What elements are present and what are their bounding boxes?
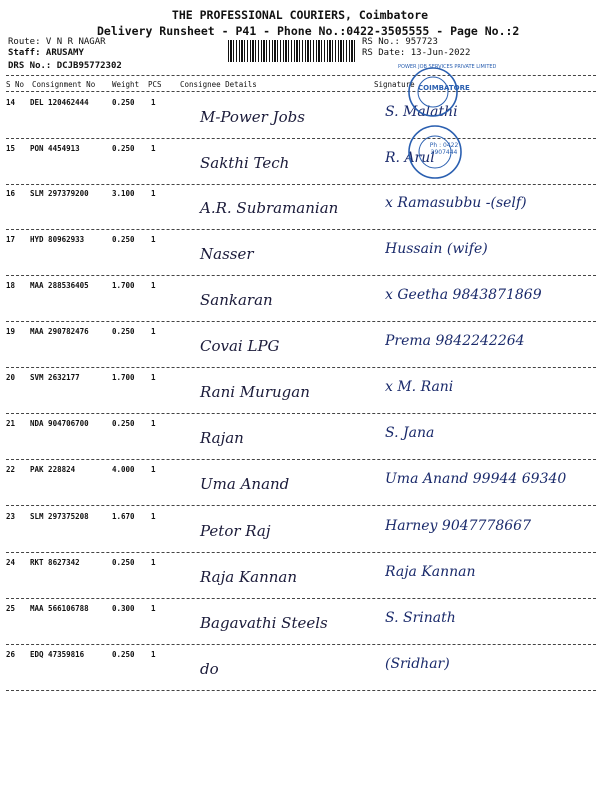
row-consignee-handwritten: A.R. Subramanian <box>200 199 339 217</box>
row-divider <box>6 644 596 645</box>
row-sno: 22 <box>6 465 16 474</box>
row-signature: Prema 9842242264 <box>385 333 525 349</box>
row-divider <box>6 505 596 506</box>
row-pcs: 1 <box>151 512 156 521</box>
row-consignment: MAA 566106788 <box>30 604 89 613</box>
row-consignment: PAK 228824 <box>30 465 76 474</box>
row-sno: 18 <box>6 281 16 290</box>
row-weight: 0.250 <box>112 327 135 336</box>
runsheet-subtitle: Delivery Runsheet - P41 - Phone No.:0422-3505555 - Page No.:2 <box>97 24 520 38</box>
row-consignee-handwritten: Uma Anand <box>200 475 290 493</box>
row-divider <box>6 367 596 368</box>
row-consignment: SVM 2632177 <box>30 373 80 382</box>
row-consignee-handwritten: Raja Kannan <box>200 568 298 586</box>
divider <box>6 75 596 76</box>
row-consignee-handwritten: Nasser <box>200 245 254 263</box>
row-pcs: 1 <box>151 650 156 659</box>
row-consignee-handwritten: do <box>200 660 219 678</box>
rs-date: RS Date: 13-Jun-2022 <box>362 48 471 58</box>
row-weight: 0.250 <box>112 650 135 659</box>
col-consignment: Consignment No <box>32 80 96 89</box>
row-sno: 23 <box>6 512 16 521</box>
row-divider <box>6 321 596 322</box>
row-divider <box>6 598 596 599</box>
row-sno: 21 <box>6 419 16 428</box>
stamp-ring-text: POWER JOB SERVICES PRIVATE LIMITED <box>398 64 497 70</box>
row-sno: 26 <box>6 650 16 659</box>
row-consignment: RKT 8627342 <box>30 558 80 567</box>
row-consignee-handwritten: Petor Raj <box>200 522 271 540</box>
row-divider <box>6 138 596 139</box>
row-divider <box>6 413 596 414</box>
row-divider <box>6 690 596 691</box>
row-consignment: PON 4454913 <box>30 144 80 153</box>
row-divider <box>6 184 596 185</box>
stamp-phone: Ph : 0422 2907444 <box>429 142 459 156</box>
barcode <box>228 40 356 62</box>
row-divider <box>6 229 596 230</box>
stamp-city: COIMBATORE <box>418 84 470 92</box>
row-pcs: 1 <box>151 189 156 198</box>
row-divider <box>6 459 596 460</box>
row-weight: 1.700 <box>112 281 135 290</box>
row-signature: Uma Anand 99944 69340 <box>385 471 567 487</box>
row-consignment: NDA 904706700 <box>30 419 89 428</box>
row-consignee-handwritten: Bagavathi Steels <box>200 614 328 632</box>
row-sno: 24 <box>6 558 16 567</box>
row-pcs: 1 <box>151 604 156 613</box>
row-weight: 0.250 <box>112 558 135 567</box>
row-consignee-handwritten: M-Power Jobs <box>200 108 305 126</box>
row-consignment: MAA 290782476 <box>30 327 89 336</box>
row-weight: 0.250 <box>112 98 135 107</box>
row-sno: 25 <box>6 604 16 613</box>
row-pcs: 1 <box>151 465 156 474</box>
row-consignment: MAA 288536405 <box>30 281 89 290</box>
row-weight: 0.250 <box>112 235 135 244</box>
company-title: THE PROFESSIONAL COURIERS, Coimbatore <box>171 8 429 22</box>
row-signature: S. Srinath <box>385 610 456 626</box>
row-pcs: 1 <box>151 327 156 336</box>
row-pcs: 1 <box>151 98 156 107</box>
row-consignee-handwritten: Covai LPG <box>200 337 280 355</box>
row-sno: 17 <box>6 235 16 244</box>
row-signature: Harney 9047778667 <box>385 518 531 534</box>
row-divider <box>6 275 596 276</box>
row-consignee-handwritten: Sakthi Tech <box>200 154 290 172</box>
row-weight: 1.670 <box>112 512 135 521</box>
row-pcs: 1 <box>151 235 156 244</box>
row-signature: S. Malathi <box>385 104 458 120</box>
row-pcs: 1 <box>151 558 156 567</box>
row-consignment: HYD 80962933 <box>30 235 85 244</box>
col-consignee: Consignee Details <box>180 80 257 89</box>
col-pcs: PCS <box>148 80 162 89</box>
row-weight: 4.000 <box>112 465 135 474</box>
row-pcs: 1 <box>151 373 156 382</box>
row-signature: x Geetha 9843871869 <box>385 287 542 303</box>
staff-label: Staff: ARUSAMY <box>8 48 84 58</box>
row-signature: x M. Rani <box>385 379 454 395</box>
row-signature: Raja Kannan <box>385 564 476 580</box>
row-sno: 20 <box>6 373 16 382</box>
row-sno: 16 <box>6 189 16 198</box>
col-signature: Signature <box>374 80 415 89</box>
row-divider <box>6 552 596 553</box>
row-consignee-handwritten: Rani Murugan <box>200 383 310 401</box>
col-sno: S No <box>6 80 25 89</box>
row-pcs: 1 <box>151 281 156 290</box>
company-stamp <box>393 62 497 182</box>
row-weight: 3.100 <box>112 189 135 198</box>
row-signature: R. Arul <box>385 150 435 166</box>
row-weight: 1.700 <box>112 373 135 382</box>
row-sno: 15 <box>6 144 16 153</box>
row-consignment: SLM 297375208 <box>30 512 89 521</box>
row-signature: Hussain (wife) <box>385 241 488 257</box>
row-consignment: EDQ 47359816 <box>30 650 85 659</box>
row-weight: 0.250 <box>112 144 135 153</box>
row-weight: 0.250 <box>112 419 135 428</box>
row-consignee-handwritten: Rajan <box>200 429 244 447</box>
divider <box>6 91 596 92</box>
route-label: Route: V N R NAGAR <box>8 37 106 47</box>
col-weight: Weight <box>112 80 140 89</box>
row-consignee-handwritten: Sankaran <box>200 291 273 309</box>
drs-number: DRS No.: DCJB95772302 <box>8 61 122 71</box>
row-signature: (Sridhar) <box>385 656 450 672</box>
row-pcs: 1 <box>151 144 156 153</box>
row-sno: 19 <box>6 327 16 336</box>
row-sno: 14 <box>6 98 16 107</box>
row-weight: 0.300 <box>112 604 135 613</box>
row-pcs: 1 <box>151 419 156 428</box>
row-signature: S. Jana <box>385 425 435 441</box>
row-signature: x Ramasubbu -(self) <box>385 195 527 211</box>
row-consignment: SLM 297379200 <box>30 189 89 198</box>
rs-number: RS No.: 957723 <box>362 37 438 47</box>
row-consignment: DEL 120462444 <box>30 98 89 107</box>
